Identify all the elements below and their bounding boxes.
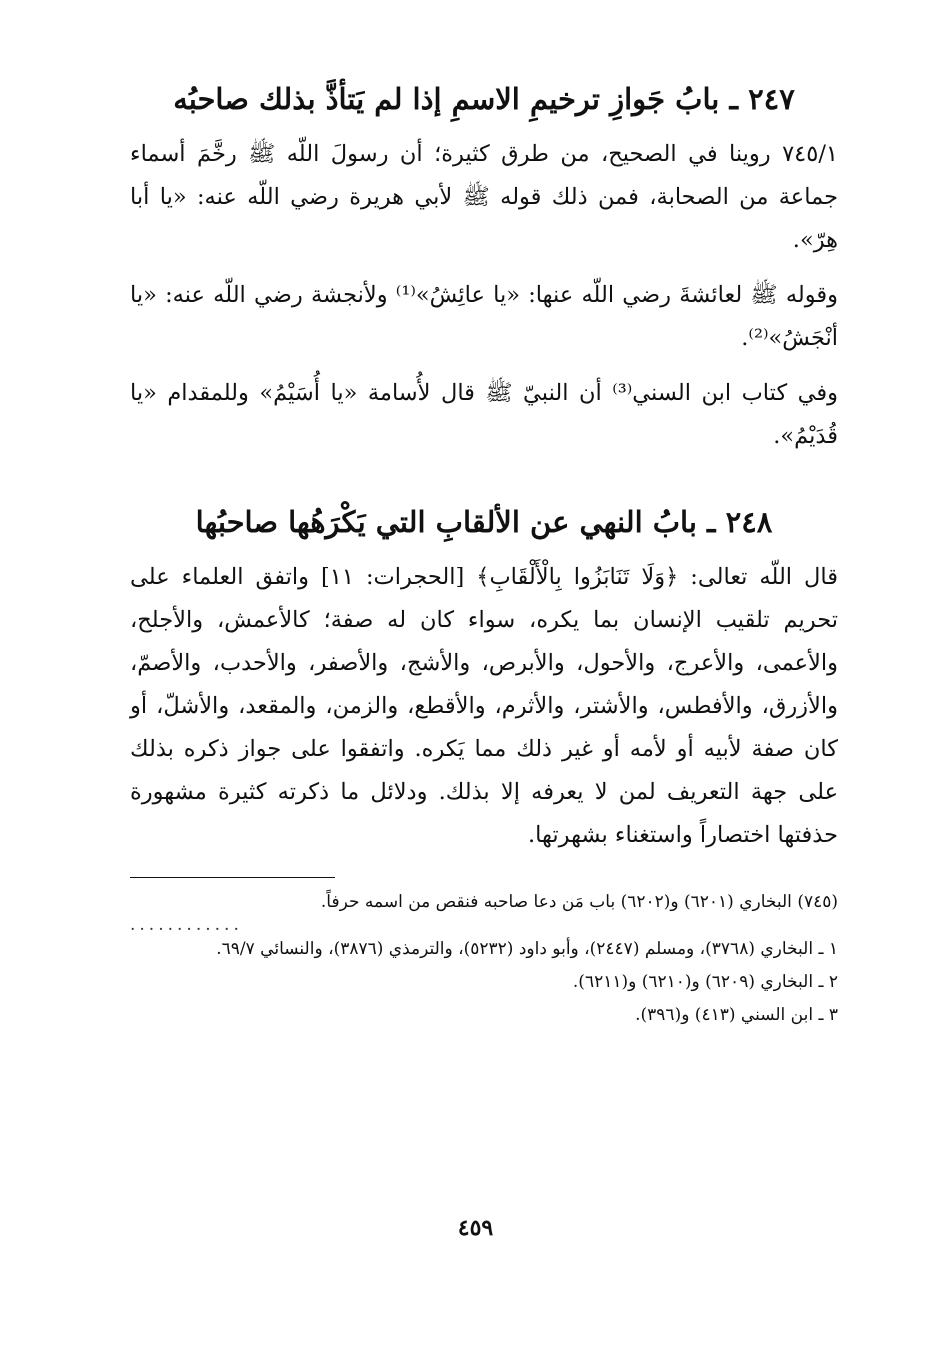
- footnote-dots-separator: ............: [130, 915, 243, 935]
- footnote-3: ٣ ـ ابن السني (٤١٣) و(٣٩٦).: [635, 1005, 838, 1025]
- book-page: [130, 75, 838, 1032]
- page-number: ٤٥٩: [457, 1215, 494, 1241]
- footnote-main: (٧٤٥) البخاري (٦٢٠١) و(٦٢٠٢) باب مَن دعا صاحبه فنقص من اسمه حرفاً.: [320, 892, 838, 912]
- section-248-heading: ٢٤٨ ـ بابُ النهي عن الألقابِ التي يَكْرَهُها صاحبُها: [195, 505, 773, 539]
- section-248-paragraph-1: قال اللّه تعالى: ﴿وَلَا تَنَابَزُوا بِالْأَلْقَابِ﴾ [الحجرات: ١١] واتفق العلماء على تحريم تلقيب الإنسان بما يكره، سواء كان له صفة؛ كالأعمش، والأجلح، والأعمى، والأعرج، والأحول، والأبرص، والأشج، والأصفر، والأحدب، والأصمّ، والأزرق، والأفطس، والأشتر، والأثرم، والأقطع، والزمن، والمقعد، والأشلّ، أو كان صفة لأبيه أو لأمه أو غير ذلك مما يَكره. واتفقوا على جواز ذكره بذلك على جهة التعريف لمن لا يعرفه إلا بذلك. ودلائل ما ذكرته كثيرة مشهورة حذفتها اختصاراً واستغناء بشهرتها.: [130, 564, 839, 848]
- footnotes: [130, 886, 838, 1032]
- section-spacer: [130, 470, 838, 498]
- section-247-paragraph-3: وفي كتاب ابن السني⁽³⁾ أن النبيّ ﷺ قال لأُسامة «يا أُسَيْمُ» وللمقدام «يا قُدَيْمُ».: [130, 380, 839, 449]
- section-247-paragraph-2: وقوله ﷺ لعائشةَ رضي اللّه عنها: «يا عائِشُ»⁽¹⁾ ولأنجشة رضي اللّه عنه: «يا أنْجَشُ»⁽²⁾.: [130, 282, 838, 351]
- footnote-divider: [130, 877, 335, 878]
- section-247-heading: ٢٤٧ ـ بابُ جَوازِ ترخيمِ الاسمِ إذا لم يَتأذَّ بذلك صاحبُه: [173, 82, 795, 116]
- footnote-1: ١ ـ البخاري (٣٧٦٨)، ومسلم (٢٤٤٧)، وأبو داود (٥٢٣٢)، والترمذي (٣٨٧٦)، والنسائي ٦٩/٧.: [216, 939, 838, 959]
- footnote-2: ٢ ـ البخاري (٦٢٠٩) و(٦٢١٠) و(٦٢١١).: [572, 972, 838, 992]
- section-247-paragraph-1: ٧٤٥/١ روينا في الصحيح، من طرق كثيرة؛ أن رسولَ اللّه ﷺ رخَّمَ أسماء جماعة من الصحابة، فمن ذلك قوله ﷺ لأبي هريرة رضي اللّه عنه: «يا أبا هِرّ».: [130, 141, 838, 253]
